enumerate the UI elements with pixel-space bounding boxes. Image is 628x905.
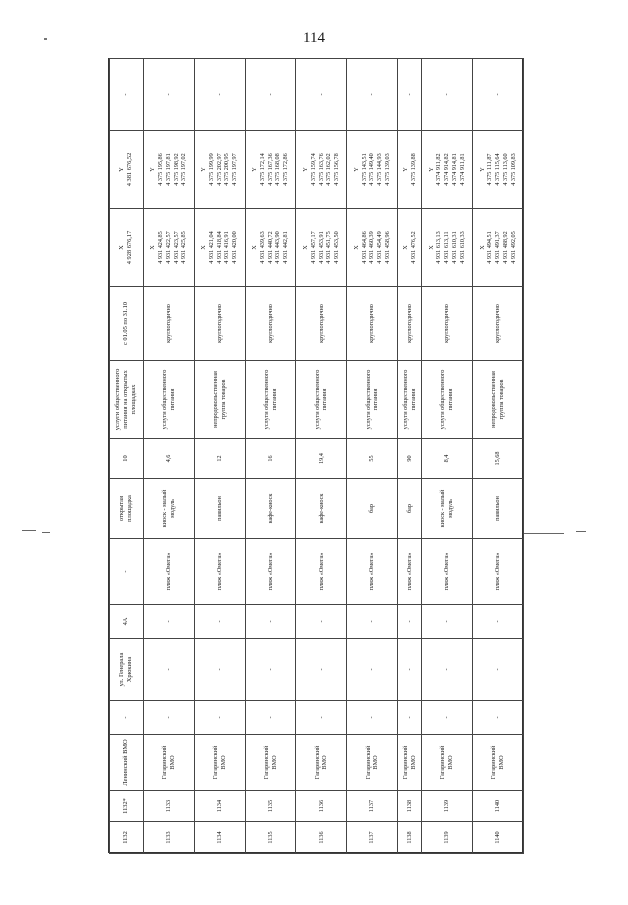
- table-cell: -: [245, 701, 296, 735]
- page-number: 114: [303, 30, 325, 46]
- table-cell: 1138: [398, 791, 422, 822]
- table-cell: X 4 931 421,04 4 931 418,84 4 931 416,91 4 931 420,00: [194, 209, 245, 287]
- table-cell: -: [245, 605, 296, 639]
- table-cell: 55: [347, 439, 398, 479]
- table-cell: 1136: [296, 822, 347, 854]
- table-cell: -: [245, 639, 296, 701]
- table-cell: -: [473, 605, 524, 639]
- table-row: [296, 59, 347, 854]
- table-cell: 1133: [143, 791, 194, 822]
- table-cell: -: [110, 539, 144, 605]
- table-cell: X 4 931 457,17 4 931 453,91 4 931 451,75 4 931 453,50: [296, 209, 347, 287]
- table-cell: -: [296, 59, 347, 131]
- table-cell: бар: [398, 479, 422, 539]
- placement-table: [109, 58, 524, 854]
- table-cell: бар: [347, 479, 398, 539]
- table-cell: Гагаринский ВМО: [194, 735, 245, 791]
- table-cell: X 4 928 676,17: [110, 209, 144, 287]
- table-cell: Y 4 374 911,82 4 374 914,82 4 374 914,81 4 374 911,81: [422, 131, 473, 209]
- table-cell: -: [347, 605, 398, 639]
- table-cell: киоск - малый модуль: [143, 479, 194, 539]
- table-cell: круглогодично: [398, 287, 422, 361]
- table-cell: -: [422, 605, 473, 639]
- table-cell: 1139: [422, 822, 473, 854]
- table-cell: 19,4: [296, 439, 347, 479]
- table-cell: 1135: [245, 822, 296, 854]
- scan-artifact: [22, 530, 36, 531]
- table-row: [245, 59, 296, 854]
- scan-artifact: [42, 532, 50, 533]
- table-cell: -: [296, 701, 347, 735]
- table-cell: -: [194, 639, 245, 701]
- table-cell: -: [143, 639, 194, 701]
- table-cell: 8,4: [422, 439, 473, 479]
- table-cell: X 4 931 424,85 4 931 422,57 4 931 423,57 4 931 425,85: [143, 209, 194, 287]
- table-cell: 1139: [422, 791, 473, 822]
- table-cell: -: [398, 701, 422, 735]
- table-cell: 1135: [245, 791, 296, 822]
- table-cell: 1138: [398, 822, 422, 854]
- table-cell: круглогодично: [347, 287, 398, 361]
- table-cell: Y 4 375 159,74 4 375 163,76 4 375 162,02 4 375 156,78: [296, 131, 347, 209]
- table-cell: непродовольственная группа товаров: [194, 361, 245, 439]
- table-cell: 4,6: [143, 439, 194, 479]
- table-cell: X 4 931 494,51 4 931 491,37 4 931 488,92 4 931 492,05: [473, 209, 524, 287]
- table-cell: -: [143, 605, 194, 639]
- table-cell: круглогодично: [473, 287, 524, 361]
- table-cell: с 01.05 по 31.10: [110, 287, 144, 361]
- table-cell: Гагаринский ВМО: [347, 735, 398, 791]
- table-cell: услуги общественного питания: [347, 361, 398, 439]
- table-cell: -: [194, 605, 245, 639]
- table-cell: -: [194, 701, 245, 735]
- table-cell: 4А: [110, 605, 144, 639]
- table-cell: услуги общественного питания: [245, 361, 296, 439]
- table-cell: X 4 931 464,86 4 931 460,39 4 931 454,49 4 931 458,96: [347, 209, 398, 287]
- table-cell: пляж «Омега»: [422, 539, 473, 605]
- table-cell: пляж «Омега»: [473, 539, 524, 605]
- table-cell: Гагаринский ВМО: [398, 735, 422, 791]
- table-cell: 1137: [347, 822, 398, 854]
- table-cell: Гагаринский ВМО: [143, 735, 194, 791]
- table-cell: -: [194, 59, 245, 131]
- table-cell: Y 4 375 172,14 4 375 167,36 4 375 168,08 4 375 172,86: [245, 131, 296, 209]
- table-cell: пляж «Омега»: [194, 539, 245, 605]
- table-cell: услуги общественного питания: [143, 361, 194, 439]
- table-cell: -: [296, 605, 347, 639]
- table-cell: 1140: [473, 791, 524, 822]
- table-row: [143, 59, 194, 854]
- table-cell: 1134: [194, 791, 245, 822]
- table-cell: пляж «Омега»: [347, 539, 398, 605]
- table-cell: -: [422, 59, 473, 131]
- table-cell: Y 4 375 111,87 4 375 115,64 4 375 113,60 4 375 109,83: [473, 131, 524, 209]
- table-cell: пляж «Омега»: [398, 539, 422, 605]
- table-cell: Y 4 375 139,88: [398, 131, 422, 209]
- table-cell: 15,68: [473, 439, 524, 479]
- table-cell: Y 4 381 676,52: [110, 131, 144, 209]
- table-header-row: [110, 59, 144, 854]
- scan-artifact: [576, 531, 586, 532]
- table-cell: круглогодично: [245, 287, 296, 361]
- table-cell: пляж «Омега»: [296, 539, 347, 605]
- table-cell: Гагаринский ВМО: [473, 735, 524, 791]
- table-cell: 1133: [143, 822, 194, 854]
- table-cell: 10: [110, 439, 144, 479]
- table-cell: 1136: [296, 791, 347, 822]
- table-cell: круглогодично: [194, 287, 245, 361]
- table-cell: Y 4 375 143,51 4 375 149,40 4 375 144,93 4 375 139,03: [347, 131, 398, 209]
- table-cell: Гагаринский ВМО: [422, 735, 473, 791]
- table-cell: Гагаринский ВМО: [245, 735, 296, 791]
- scan-artifact: [44, 38, 47, 40]
- table-cell: круглогодично: [143, 287, 194, 361]
- table-cell: павильон: [473, 479, 524, 539]
- table-cell: -: [110, 701, 144, 735]
- table-cell: непродовольственная группа товаров: [473, 361, 524, 439]
- table-row: [473, 59, 524, 854]
- table-cell: 16: [245, 439, 296, 479]
- table-cell: открытая площадка: [110, 479, 144, 539]
- table-cell: круглогодично: [422, 287, 473, 361]
- table-cell: -: [398, 59, 422, 131]
- table-cell: -: [398, 639, 422, 701]
- table-cell: Ленинский ВМО: [110, 735, 144, 791]
- table-cell: круглогодично: [296, 287, 347, 361]
- table-cell: кафе-киоск: [245, 479, 296, 539]
- table-cell: 1137: [347, 791, 398, 822]
- table-cell: -: [473, 639, 524, 701]
- table-cell: -: [143, 701, 194, 735]
- table-cell: Y 4 375 195,86 4 375 197,81 4 375 198,92 4 375 197,02: [143, 131, 194, 209]
- table-cell: -: [422, 701, 473, 735]
- table-cell: -: [347, 59, 398, 131]
- table-row: [398, 59, 422, 854]
- table-cell: -: [110, 59, 144, 131]
- table-cell: -: [347, 701, 398, 735]
- table-cell: 1132*: [110, 791, 144, 822]
- table-cell: пляж «Омега»: [143, 539, 194, 605]
- table-cell: 90: [398, 439, 422, 479]
- table-cell: -: [245, 59, 296, 131]
- table-cell: 12: [194, 439, 245, 479]
- table-cell: 1134: [194, 822, 245, 854]
- table-cell: -: [422, 639, 473, 701]
- table-cell: X 4 931 476,52: [398, 209, 422, 287]
- table-cell: -: [143, 59, 194, 131]
- scan-artifact: [524, 533, 564, 534]
- table-row: [194, 59, 245, 854]
- table-frame: [108, 58, 523, 853]
- table-cell: 1132: [110, 822, 144, 854]
- table-cell: -: [296, 639, 347, 701]
- table-cell: X 4 931 439,63 4 931 440,72 4 931 443,90 4 931 442,81: [245, 209, 296, 287]
- table-cell: -: [398, 605, 422, 639]
- table-cell: ул. Генерала Хрюкина: [110, 639, 144, 701]
- table-cell: пляж «Омега»: [245, 539, 296, 605]
- table-cell: кафе-киоск: [296, 479, 347, 539]
- table-cell: услуги общественного питания: [422, 361, 473, 439]
- table-cell: услуги общественного питания на открытых площадках: [110, 361, 144, 439]
- table-cell: услуги общественного питания: [296, 361, 347, 439]
- table-cell: Гагаринский ВМО: [296, 735, 347, 791]
- table-cell: 1140: [473, 822, 524, 854]
- table-cell: павильон: [194, 479, 245, 539]
- table-cell: киоск - малый модуль: [422, 479, 473, 539]
- table-cell: -: [347, 639, 398, 701]
- table-cell: -: [473, 701, 524, 735]
- table-cell: -: [473, 59, 524, 131]
- table-cell: Y 4 375 199,99 4 375 202,97 4 375 200,95 4 375 197,97: [194, 131, 245, 209]
- table-cell: X 4 931 613,13 4 931 613,11 4 931 610,31 4 931 610,33: [422, 209, 473, 287]
- table-row: [347, 59, 398, 854]
- table-cell: услуги общественного питания: [398, 361, 422, 439]
- table-row: [422, 59, 473, 854]
